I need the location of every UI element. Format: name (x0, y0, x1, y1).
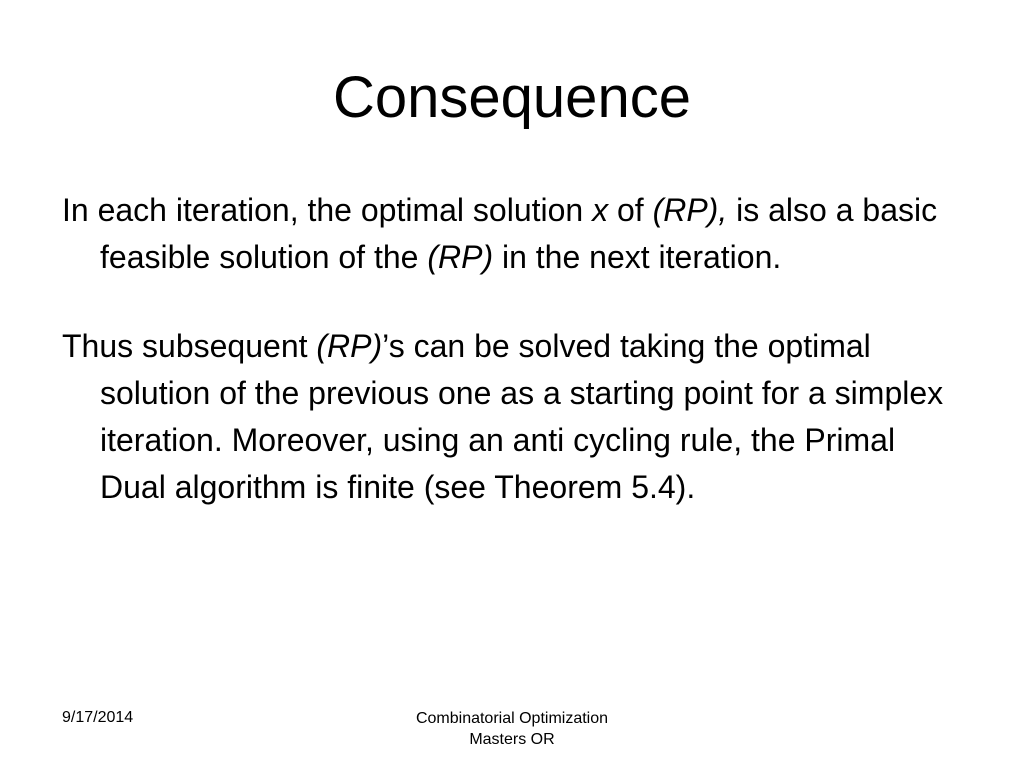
paragraph1-text-1: In each iteration, the optimal solution (62, 192, 593, 228)
footer-course-line2: Masters OR (469, 731, 555, 748)
variable-x: x (592, 192, 609, 228)
slide-title: Consequence (333, 65, 691, 130)
paragraph2-text-1: Thus subsequent (62, 328, 317, 364)
paragraph1-text-4: in the next iteration. (493, 239, 782, 275)
rp-reference-3: (RP) (316, 328, 383, 364)
paragraph-subsequent-rp (62, 323, 967, 511)
footer-course (362, 708, 662, 750)
paragraph1-text-2: of (608, 192, 653, 228)
footer-date: 9/17/2014 (62, 709, 134, 726)
paragraph-optimal-solution (62, 187, 967, 281)
paragraph2-text-2: ’s can be solved taking the optimal solution of the previous one as a starting point for a simplex iteration. Moreover, using an anti cycling rule, the Primal Dual algorithm is finite (see Theorem 5.4). (100, 328, 944, 505)
rp-reference-1: (RP), (652, 192, 728, 228)
paragraph1-text-3: is also a basic feasible solution of the (100, 192, 938, 275)
footer-course-line1: Combinatorial Optimization (415, 710, 609, 727)
rp-reference-2: (RP) (427, 239, 494, 275)
slide-body (62, 187, 967, 511)
